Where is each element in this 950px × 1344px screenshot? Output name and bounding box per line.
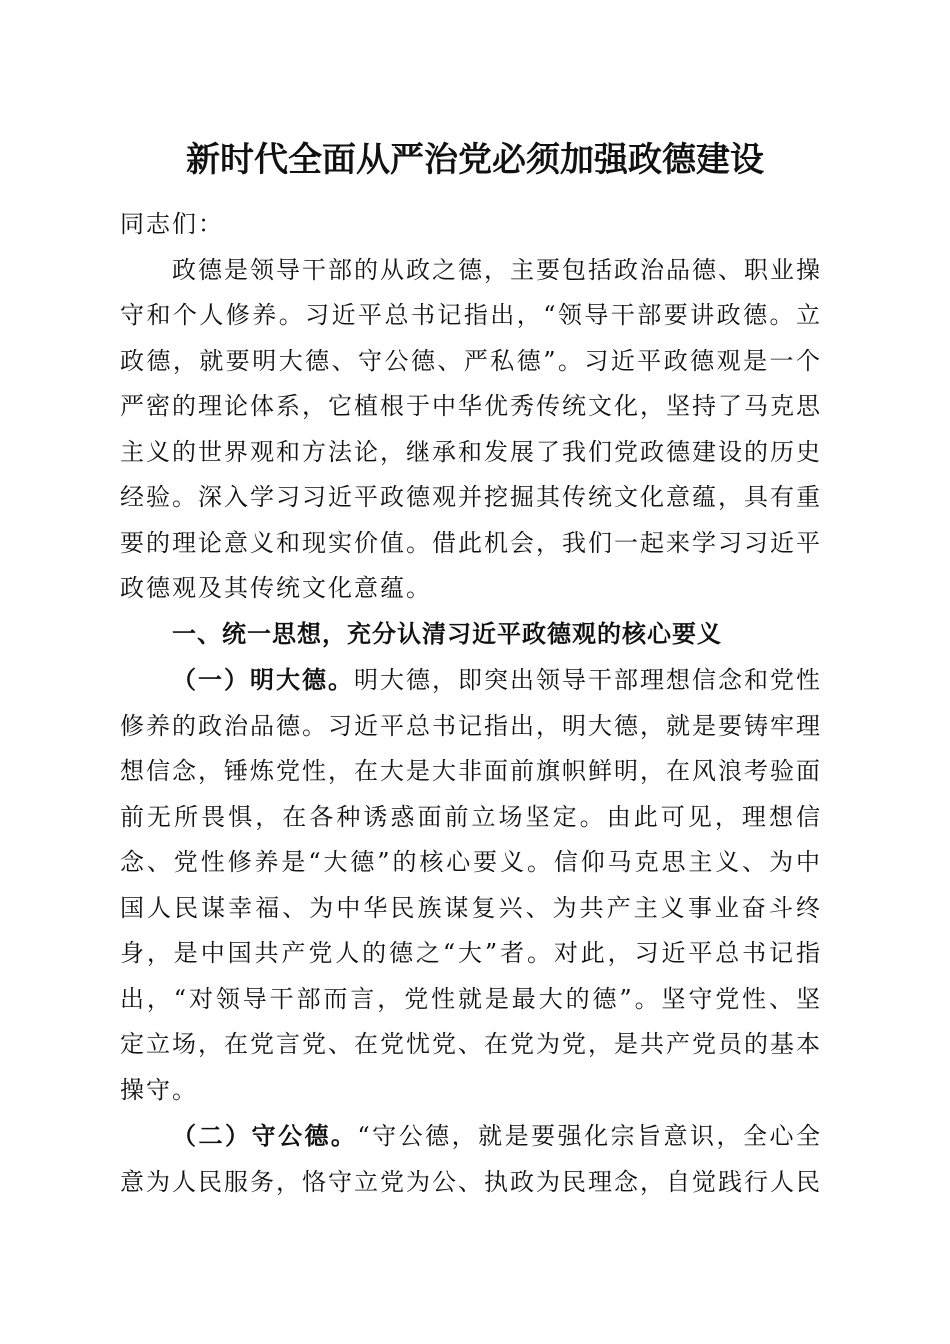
document-title: 新时代全面从严治党必须加强政德建设 [186, 140, 764, 180]
subsection-two-lead: （二）守公德。 [172, 1121, 358, 1150]
subsection-one-lead: （一）明大德。 [172, 665, 354, 694]
subsection-one-paragraph [120, 657, 822, 1113]
section-one-heading: 一、统一思想，充分认清习近平政德观的核心要义 [172, 619, 722, 648]
subsection-two-text: “守公德，就是要强化宗旨意识，全心全意为人民服务，恪守立党为公、执政为民理念，自觉践行人民 [120, 1122, 822, 1196]
subsection-two-paragraph [120, 1113, 822, 1205]
subsection-one-text: 明大德，即突出领导干部理想信念和党性修养的政治品德。习近平总书记指出，明大德，就是要铸牢理想信念，锤炼党性，在大是大非面前旗帜鲜明，在风浪考验面前无所畏惧，在各种诱惑面前立场坚定。由此可见，理想信念、党性修养是“大德”的核心要义。信仰马克思主义、为中国人民谋幸福、为中华民族谋复兴、为共产主义事业奋斗终身，是中国共产党人的德之“大”者。对此，习近平总书记指出，“对领导干部而言，党性就是最大的德”。坚守党性、坚定立场，在党言党、在党忧党、在党为党，是共产党员的基本操守。 [120, 666, 822, 1104]
salutation: 同志们： [120, 210, 224, 238]
intro-paragraph: 政德是领导干部的从政之德，主要包括政治品德、职业操守和个人修养。习近平总书记指出，“领导干部要讲政德。立政德，就要明大德、守公德、严私德”。习近平政德观是一个严密的理论体系，它植根于中华优秀传统文化，坚持了马克思主义的世界观和方法论，继承和发展了我们党政德建设的历史经验。深入学习习近平政德观并挖掘其传统文化意蕴，具有重要的理论意义和现实价值。借此机会，我们一起来学习习近平政德观及其传统文化意蕴。 [120, 255, 822, 602]
document-body [120, 202, 822, 1205]
